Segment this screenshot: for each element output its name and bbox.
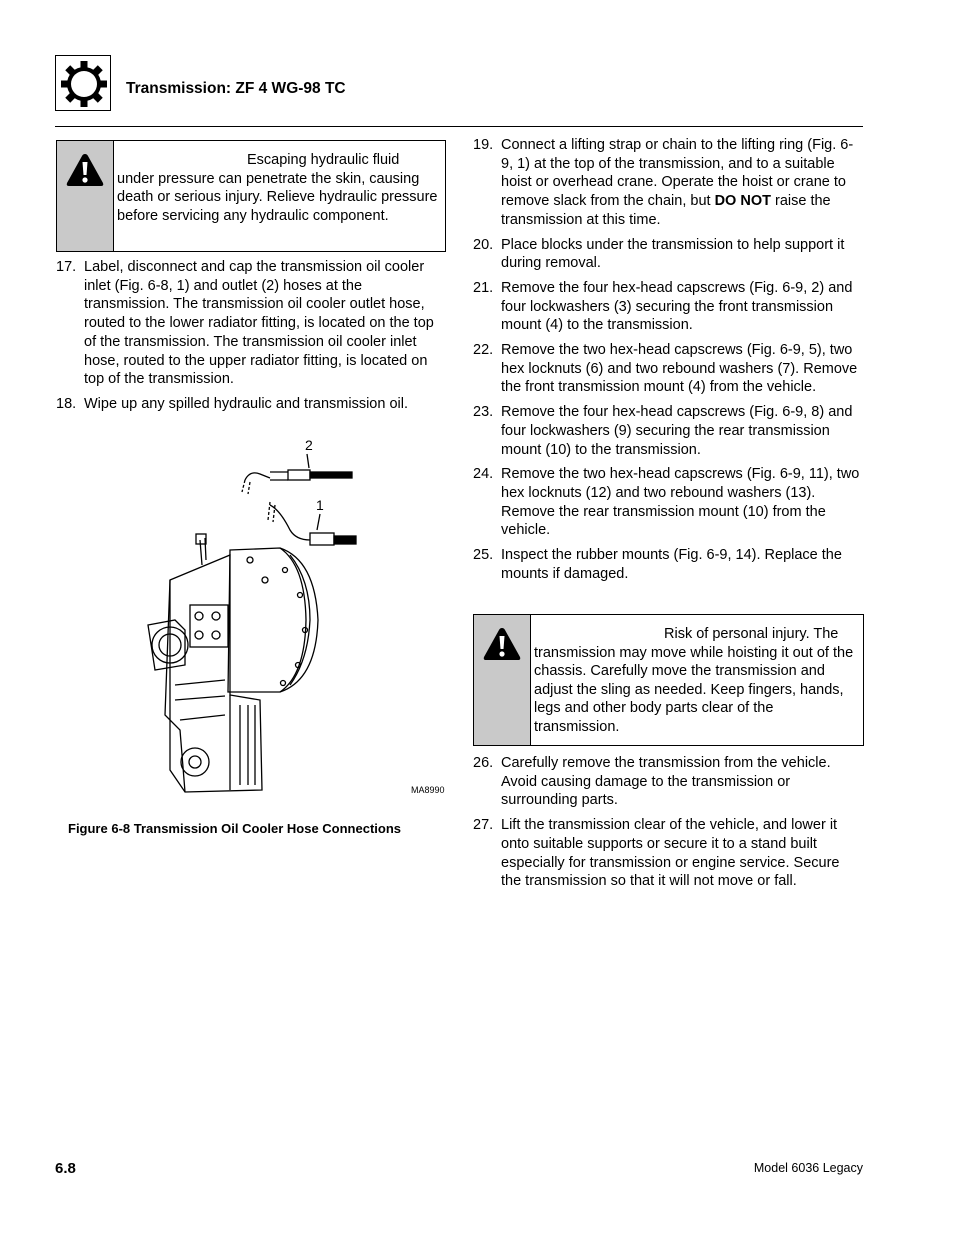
- warning-text-body: transmission may move while hoisting it out of the chassis. Carefully move the transmission and adjust the sling as needed. Keep fingers, hands, legs and other body parts clear of the transmission.: [534, 644, 854, 735]
- gear-icon-box: [55, 55, 111, 111]
- list-item: 18. Wipe up any spilled hydraulic and transmission oil.: [56, 395, 408, 412]
- warning-box-injury: [473, 614, 864, 746]
- page-title: Transmission: ZF 4 WG-98 TC: [126, 80, 346, 97]
- list-item: 17. Label, disconnect and cap the transmission oil cooler inlet (Fig. 6-8, 1) and outlet (2) hoses at the transmission. The transmission oil cooler outlet hose, routed to the lower radiator fitting, is located on the top of the transmission. The transmission oil cooler inlet hose, routed to the upper radiator fitting, is located on top of the transmission.: [56, 259, 434, 388]
- transmission-illustration: [130, 430, 450, 800]
- steps-list-right-b: [473, 754, 863, 897]
- transmission-figure: [130, 430, 450, 800]
- warning-text-line: Risk of personal injury. The: [664, 626, 839, 642]
- list-item: 19. Connect a lifting strap or chain to the lifting ring (Fig. 6-9, 1) at the top of the transmission, and to a suitable hoist or overhead crane. Operate the hoist or crane to remove slack from the chain, but DO NOT raise the transmission at this time.: [473, 137, 854, 228]
- list-item: 23. Remove the four hex-head capscrews (Fig. 6-9, 8) and four lockwashers (9) securing the rear transmission mount (10) to the transmission.: [473, 404, 853, 458]
- callout-2: 2: [305, 437, 313, 453]
- page-number: 6.8: [55, 1160, 76, 1177]
- list-item: 24. Remove the two hex-head capscrews (Fig. 6-9, 11), two hex locknuts (12) and two rebound washers (13). Remove the rear transmission mount (10) from the vehicle.: [473, 466, 860, 539]
- header-rule: [55, 126, 863, 127]
- steps-list-left: [56, 258, 446, 420]
- callout-1: 1: [316, 497, 324, 513]
- list-item: 27. Lift the transmission clear of the vehicle, and lower it onto suitable supports or secure it to a stand built especially for transmission or engine service. Secure the transmission so that it will not move or fall.: [473, 817, 840, 890]
- list-item: 22. Remove the two hex-head capscrews (Fig. 6-9, 5), two hex locknuts (6) and two rebound washers (7). Remove the front transmission mount (4) from the vehicle.: [473, 342, 858, 396]
- warning-text: [534, 625, 857, 737]
- gear-icon: [56, 56, 112, 112]
- warning-text-body: under pressure can penetrate the skin, causing death or serious injury. Relieve hydraulic pressure before servicing any hydraulic component.: [117, 170, 438, 224]
- figure-caption: Figure 6-8 Transmission Oil Cooler Hose Connections: [68, 821, 402, 836]
- warning-text-line: Escaping hydraulic fluid: [247, 152, 400, 168]
- warning-sidebar: [474, 615, 531, 745]
- list-item: 26. Carefully remove the transmission from the vehicle. Avoid causing damage to the transmission or surrounding parts.: [473, 755, 831, 809]
- list-item: 21. Remove the four hex-head capscrews (Fig. 6-9, 2) and four lockwashers (3) securing the front transmission mount (4) to the transmission.: [473, 279, 853, 334]
- steps-list-right-a: [473, 136, 863, 589]
- figure-code: MA8990: [411, 785, 445, 795]
- warning-box-hydraulic: [56, 140, 446, 252]
- exclamation-triangle-icon: [66, 153, 104, 187]
- exclamation-triangle-icon: [483, 627, 521, 661]
- list-item: 20. Place blocks under the transmission to help support it during removal.: [473, 236, 845, 272]
- warning-sidebar: [57, 141, 114, 251]
- warning-text: [117, 151, 439, 225]
- model-name: Model 6036 Legacy: [753, 1161, 863, 1175]
- list-item: 25. Inspect the rubber mounts (Fig. 6-9, 14). Replace the mounts if damaged.: [473, 547, 842, 582]
